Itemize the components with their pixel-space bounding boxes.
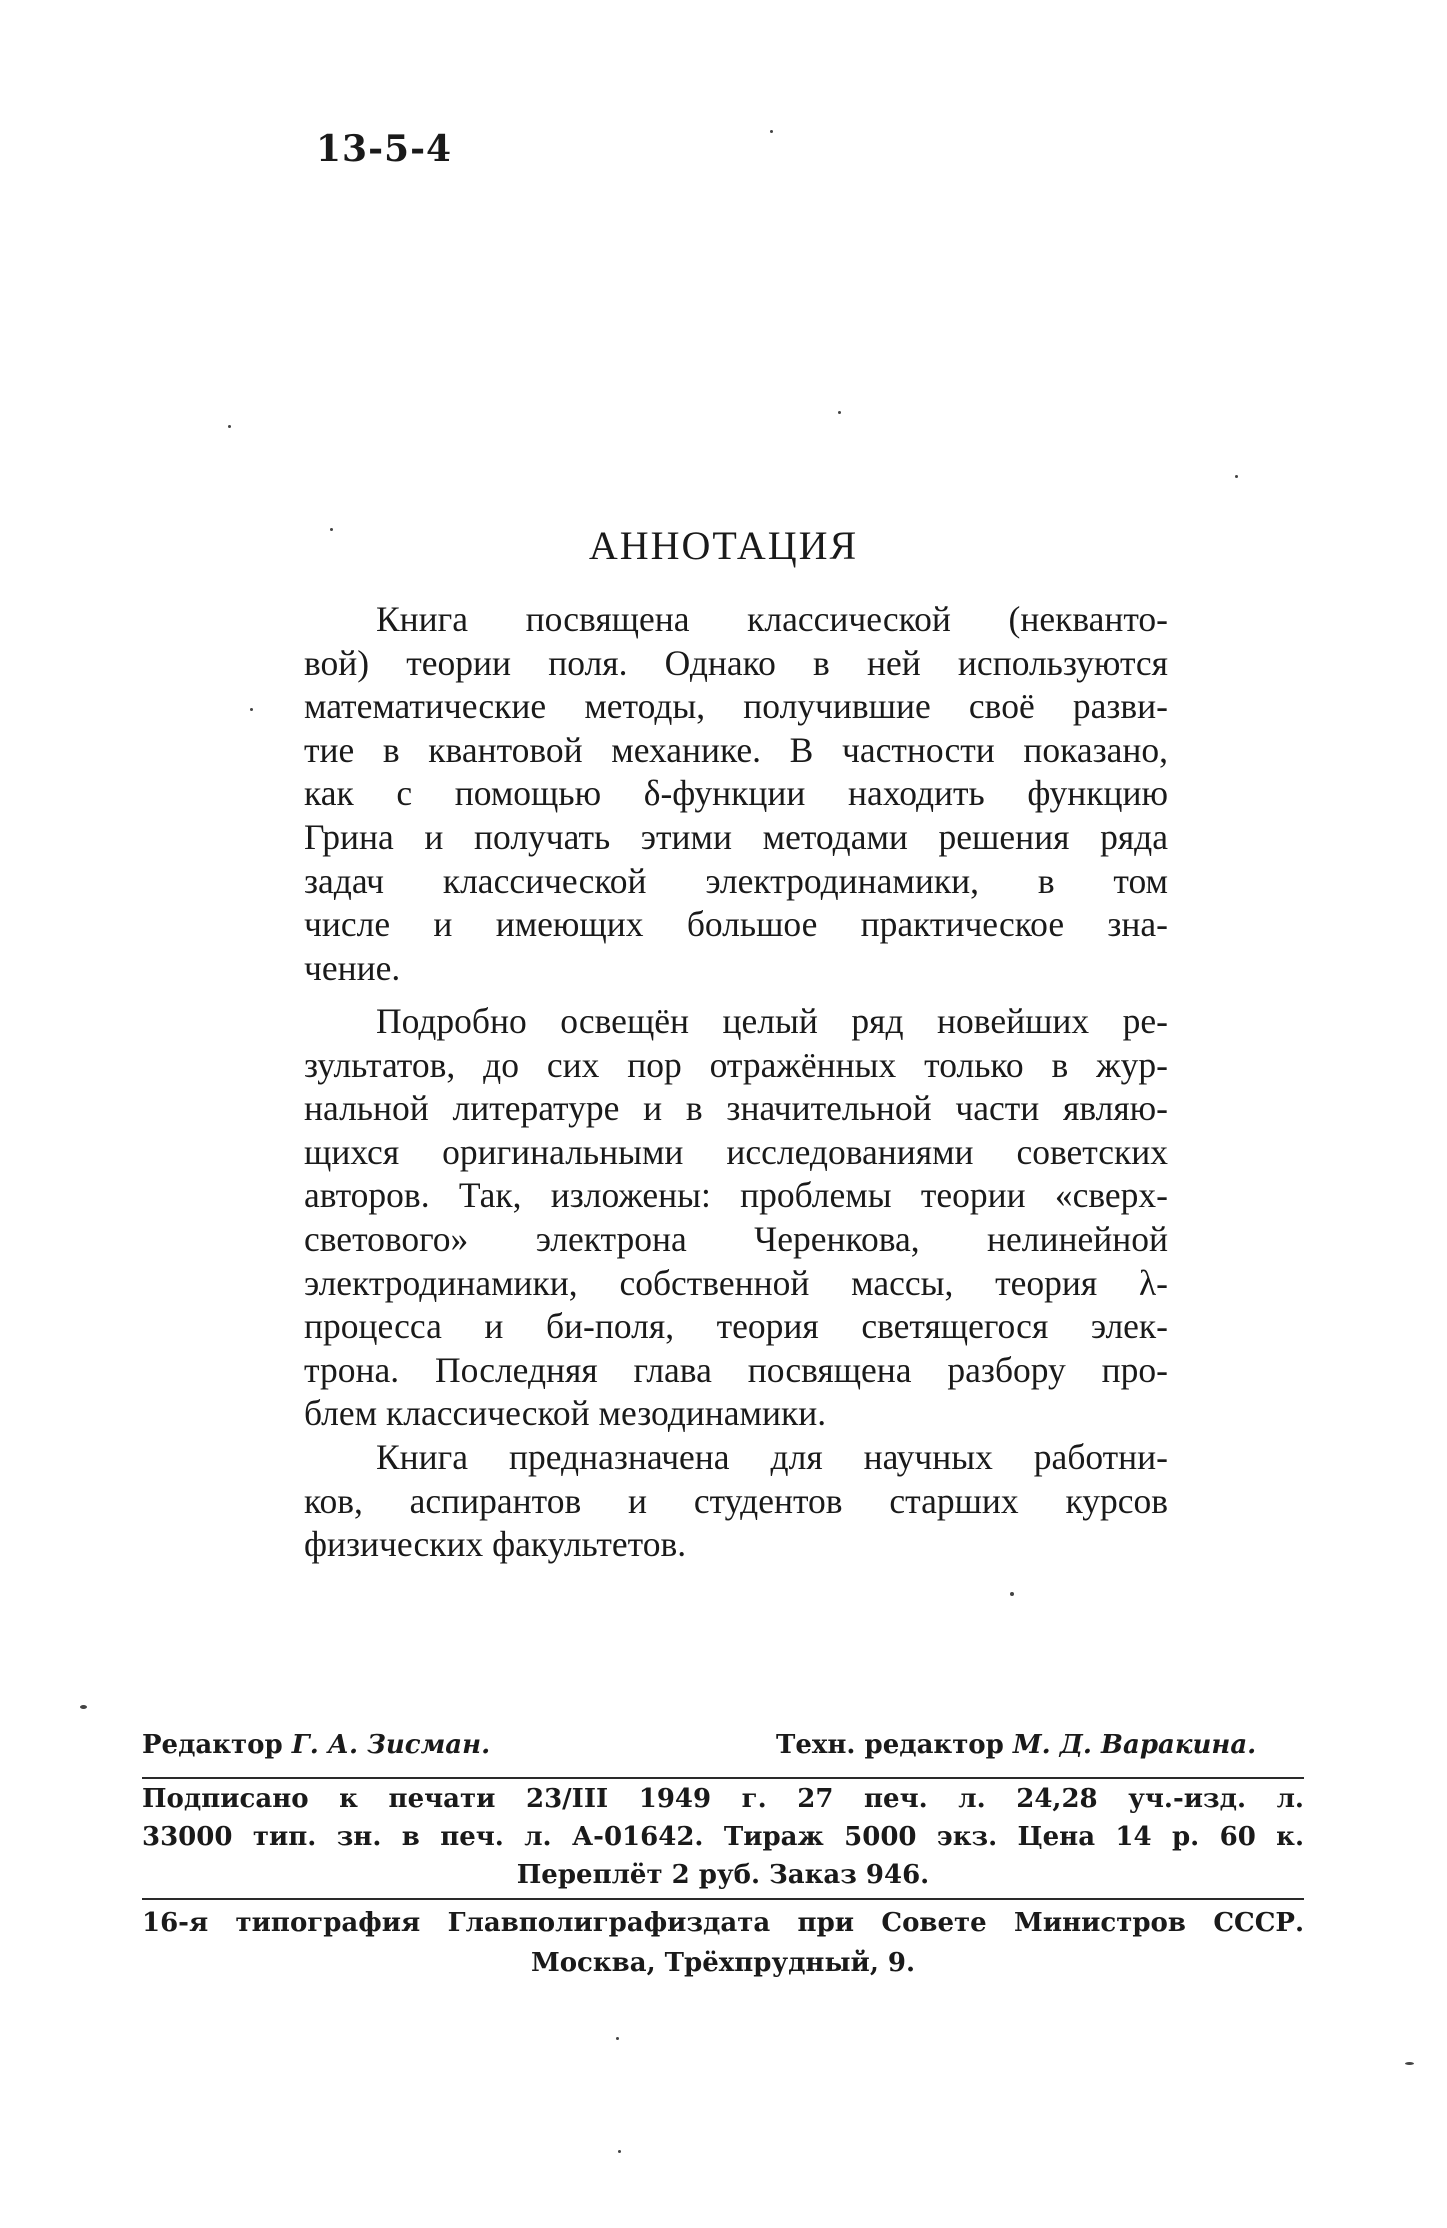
- annotation-title: АННОТАЦИЯ: [588, 523, 859, 568]
- paragraph-line: чение.: [304, 947, 401, 988]
- annotation-paragraph-1: [304, 598, 1168, 990]
- imprint-divider-top: [142, 1777, 1304, 1779]
- printing-house: 16-я типография Главполиграфиздата при Совете Министров СССР.: [142, 1908, 1304, 1938]
- page-code: 13-5-4: [316, 128, 453, 170]
- scan-speck: [770, 130, 773, 133]
- paragraph-line: вой) теории поля. Однако в ней используются: [304, 642, 1168, 683]
- paragraph-line: Книга посвящена классической (некванто-: [376, 599, 1168, 639]
- imprint-edition-details: 33000 тип. зн. в печ. л. А-01642. Тираж 5000 экз. Цена 14 р. 60 к.: [142, 1822, 1304, 1852]
- paragraph-line: физических факультетов.: [304, 1524, 687, 1565]
- paragraph-line: зультатов, до сих пор отражённых только в жур-: [304, 1044, 1168, 1085]
- paragraph-line: Книга предназначена для научных работни-: [376, 1437, 1168, 1477]
- paragraph-line: тие в квантовой механике. В частности показано,: [304, 729, 1168, 770]
- scan-speck: [618, 2150, 621, 2153]
- annotation-paragraph-2: [304, 1000, 1168, 1436]
- printing-house-address: Москва, Трёхпрудный, 9.: [530, 1948, 916, 1978]
- paragraph-line: процесса и би-поля, теория светящегося элек-: [304, 1306, 1168, 1347]
- paragraph-line: Подробно освещён целый ряд новейших ре-: [376, 1001, 1168, 1041]
- scan-speck: [1235, 475, 1238, 478]
- scan-speck: [1405, 2062, 1414, 2065]
- paragraph-line: нальной литературе и в значительной части являю-: [304, 1088, 1168, 1129]
- paragraph-line: задач классической электродинамики, в том: [304, 860, 1168, 901]
- scan-speck: [80, 1705, 87, 1709]
- imprint-binding-order: Переплёт 2 руб. Заказ 946.: [516, 1860, 930, 1890]
- paragraph-line: щихся оригинальными исследованиями советских: [304, 1131, 1168, 1172]
- scan-speck: [616, 2037, 619, 2040]
- paragraph-line: числе и имеющих большое практическое зна-: [304, 904, 1168, 945]
- tech-editor-name: М. Д. Варакина.: [1012, 1730, 1257, 1760]
- tech-editor-label: Техн. редактор: [776, 1730, 1004, 1760]
- paragraph-line: авторов. Так, изложены: проблемы теории «сверх-: [304, 1175, 1168, 1216]
- imprint-print-details: Подписано к печати 23/III 1949 г. 27 печ. л. 24,28 уч.-изд. л.: [142, 1784, 1304, 1814]
- paragraph-line: математические методы, получившие своё разви-: [304, 686, 1168, 727]
- tech-editor-credit: [776, 1730, 1256, 1760]
- paragraph-line: блем классической мезодинамики.: [304, 1393, 827, 1434]
- scan-speck: [228, 425, 231, 428]
- paragraph-line: ков, аспирантов и студентов старших курсов: [304, 1480, 1168, 1521]
- paragraph-line: трона. Последняя глава посвящена разбору про-: [304, 1349, 1168, 1390]
- editor-credit: [142, 1730, 490, 1760]
- scan-speck: [1010, 1592, 1014, 1596]
- scan-speck: [330, 528, 333, 531]
- imprint-divider-bottom: [142, 1898, 1304, 1900]
- editor-label: Редактор: [142, 1730, 283, 1760]
- scan-speck: [250, 708, 253, 711]
- paragraph-line: Грина и получать этими методами решения ряда: [304, 816, 1168, 857]
- paragraph-line: светового» электрона Черенкова, нелинейной: [304, 1218, 1168, 1259]
- paragraph-line: электродинамики, собственной массы, теория λ-: [304, 1262, 1168, 1303]
- annotation-paragraph-3: [304, 1436, 1168, 1567]
- paragraph-line: как с помощью δ-функции находить функцию: [304, 773, 1168, 814]
- editor-name: Г. А. Зисман.: [291, 1730, 491, 1760]
- scan-speck: [838, 411, 841, 414]
